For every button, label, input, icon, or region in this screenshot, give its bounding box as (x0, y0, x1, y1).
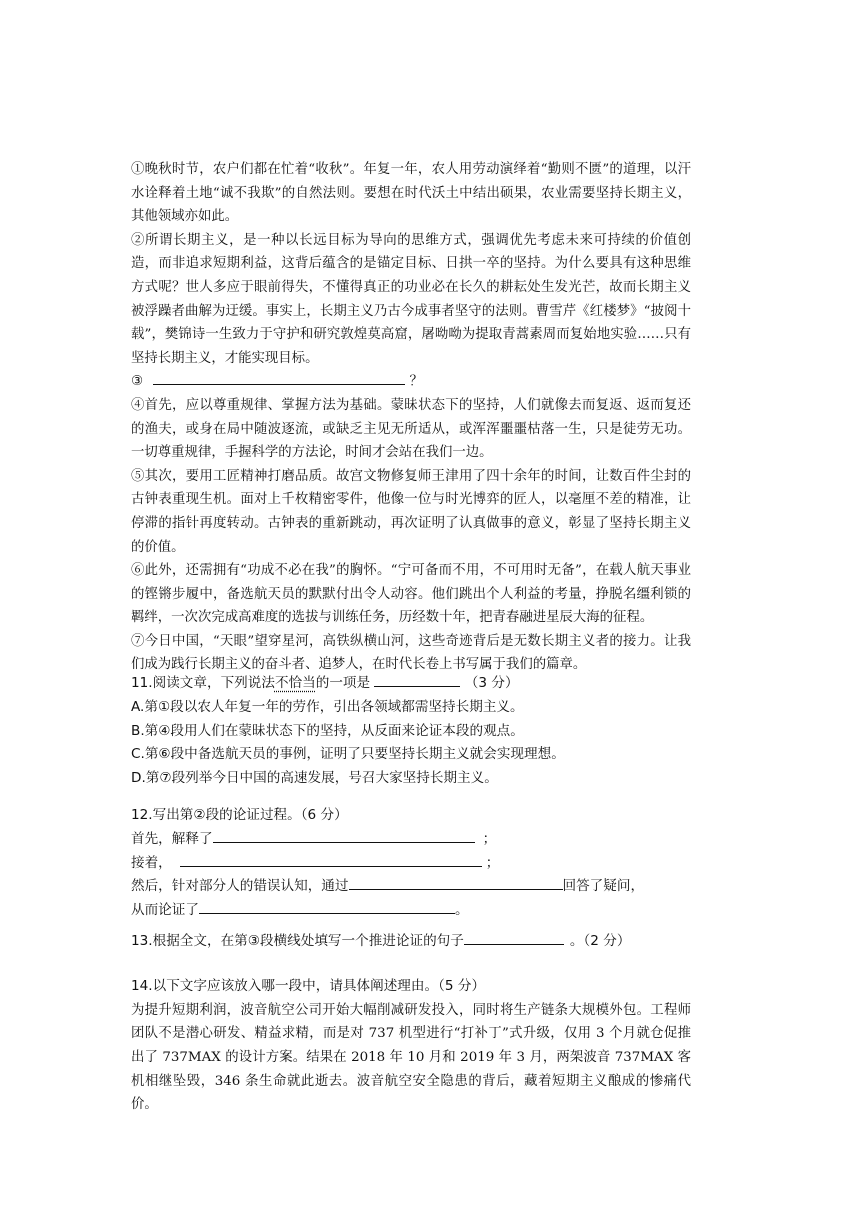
question-12-blank-4[interactable] (199, 899, 455, 914)
question-12-line-4-suffix: 。 (454, 902, 469, 919)
question-13 (131, 930, 691, 954)
question-12-line-2-prefix: 接着， (131, 854, 172, 871)
question-13-answer-blank[interactable] (464, 930, 564, 945)
question-12-line-3-suffix: 回答了疑问， (562, 878, 645, 895)
question-11-stem (131, 672, 691, 696)
paragraph-3-answer-blank[interactable] (153, 370, 405, 385)
question-14-material-text: 为提升短期利润，波音航空公司开始大幅削减研发投入，同时将生产链条大规模外包。工程师团队不是潜心研发、精益求精，而是对 737 机型进行“打补丁”式升级，仅用 3 个月就仓促推出了 737MAX 的设计方案。结果在 2018 年 10 月和 2019 年 3 月，两架波音 737MAX 客机相继坠毁，346 条生命就此逝去。波音航空安全隐患的背后，藏着短期主义酿成的惨痛代价。 (131, 1002, 691, 1113)
paragraph-3-question-mark: ？ (409, 374, 423, 390)
question-14-stem: 14.以下文字应该放入哪一段中，请具体阐述理由。（5 分） (131, 978, 486, 994)
question-12-line-1-suffix: ； (482, 830, 497, 847)
question-11-option-c: C.第⑥段中备选航天员的事例，证明了只要坚持长期主义就会实现理想。 (131, 746, 565, 763)
paragraph-6: ⑥此外，还需拥有“功成不必在我”的胸怀。“宁可备而不用，不可用时无备”，在载人航天事业的铿锵步履中，备选航天员的默默付出令人动容。他们跳出个人利益的考量，挣脱名缰利锁的羁绊，一次次完成高难度的选拔与训练任务，历经数十年，把青春融进星辰大海的征程。 (131, 563, 691, 626)
reading-passage (131, 158, 691, 677)
question-11 (131, 672, 691, 791)
paragraph-2: ②所谓长期主义，是一种以长远目标为导向的思维方式，强调优先考虑未来可持续的价值创造，而非追求短期利益，这背后蕴含的是锚定目标、日拱一卒的坚持。为什么要具有这种思维方式呢？世人多应于眼前得失，不懂得真正的功业必在长久的耕耘处生发光芒，故而长期主义被浮躁者曲解为迂缓。事实上，长期主义乃古今成事者坚守的法则。曹雪芹《红楼梦》“披阅十载”，樊锦诗一生致力于守护和研究敦煌莫高窟，屠呦呦为提取青蒿素周而复始地实验……只有坚持长期主义，才能实现目标。 (131, 232, 691, 366)
paragraph-3-number: ③ (131, 374, 144, 390)
question-12-line-4-prefix: 从而论证了 (131, 902, 199, 919)
question-12-line-2-suffix: ； (485, 854, 500, 871)
question-12-line-1 (131, 828, 691, 852)
question-12-line-3-prefix: 然后，针对部分人的错误认知，通过 (131, 878, 349, 895)
paragraph-7: ⑦今日中国，“天眼”望穿星河，高铁纵横山河，这些奇迹背后是无数长期主义者的接力。让我们成为践行长期主义的奋斗者、追梦人，在时代长卷上书写属于我们的篇章。 (131, 633, 691, 673)
question-13-line (131, 930, 691, 954)
question-12 (131, 804, 691, 923)
question-12-stem: 12.写出第②段的论证过程。（6 分） (131, 807, 348, 823)
question-11-answer-blank[interactable] (374, 672, 460, 687)
question-13-score: 。（2 分） (569, 933, 631, 949)
question-12-blank-1[interactable] (213, 828, 475, 843)
paragraph-3 (131, 370, 691, 394)
question-11-option-b: B.第④段用人们在蒙昧状态下的坚持，从反面来论证本段的观点。 (131, 722, 524, 739)
question-11-option-a: A.第①段以农人年复一年的劳作，引出各领域都需坚持长期主义。 (131, 698, 524, 715)
question-12-blank-2[interactable] (180, 852, 482, 867)
question-12-blank-3[interactable] (349, 875, 563, 890)
question-13-stem: 13.根据全文，在第③段横线处填写一个推进论证的句子 (131, 933, 464, 949)
question-12-line-1-prefix: 首先，解释了 (131, 830, 213, 847)
paragraph-4: ④首先，应以尊重规律、掌握方法为基础。蒙昧状态下的坚持，人们就像去而复返、返而复还的渔夫，或身在局中随波逐流，或缺乏主见无所适从，或浑浑噩噩枯落一生，只是徒劳无功。一切尊重规律，手握科学的方法论，时间才会站在我们一边。 (131, 397, 691, 461)
question-14 (131, 975, 691, 1117)
question-11-score: （3 分） (464, 675, 519, 691)
question-12-line-4 (131, 899, 691, 923)
question-11-emphasis: 不恰当 (274, 675, 316, 691)
question-11-stem-a: 11.阅读文章，下列说法 (131, 675, 275, 691)
question-12-line-2 (131, 852, 691, 876)
paragraph-5: ⑤其次，要用工匠精神打磨品质。故宫文物修复师王津用了四十余年的时间，让数百件尘封的古钟表重现生机。面对上千枚精密零件，他像一位与时光博弈的匠人，以毫厘不差的精准，让停滞的指针再度转动。古钟表的重新跳动，再次证明了认真做事的意义，彰显了坚持长期主义的价值。 (131, 468, 691, 555)
paragraph-1: ①晚秋时节，农户们都在忙着“收秋”。年复一年，农人用劳动演绎着“勤则不匮”的道理，以汗水诠释着土地“诚不我欺”的自然法则。要想在时代沃土中结出硕果，农业需要坚持长期主义，其他领域亦如此。 (131, 162, 691, 225)
question-14-material (131, 999, 691, 1117)
question-11-stem-b: 的一项是 (315, 675, 371, 691)
question-11-option-d: D.第⑦段列举今日中国的高速发展，号召大家坚持长期主义。 (131, 770, 498, 787)
question-12-line-3 (131, 875, 691, 899)
